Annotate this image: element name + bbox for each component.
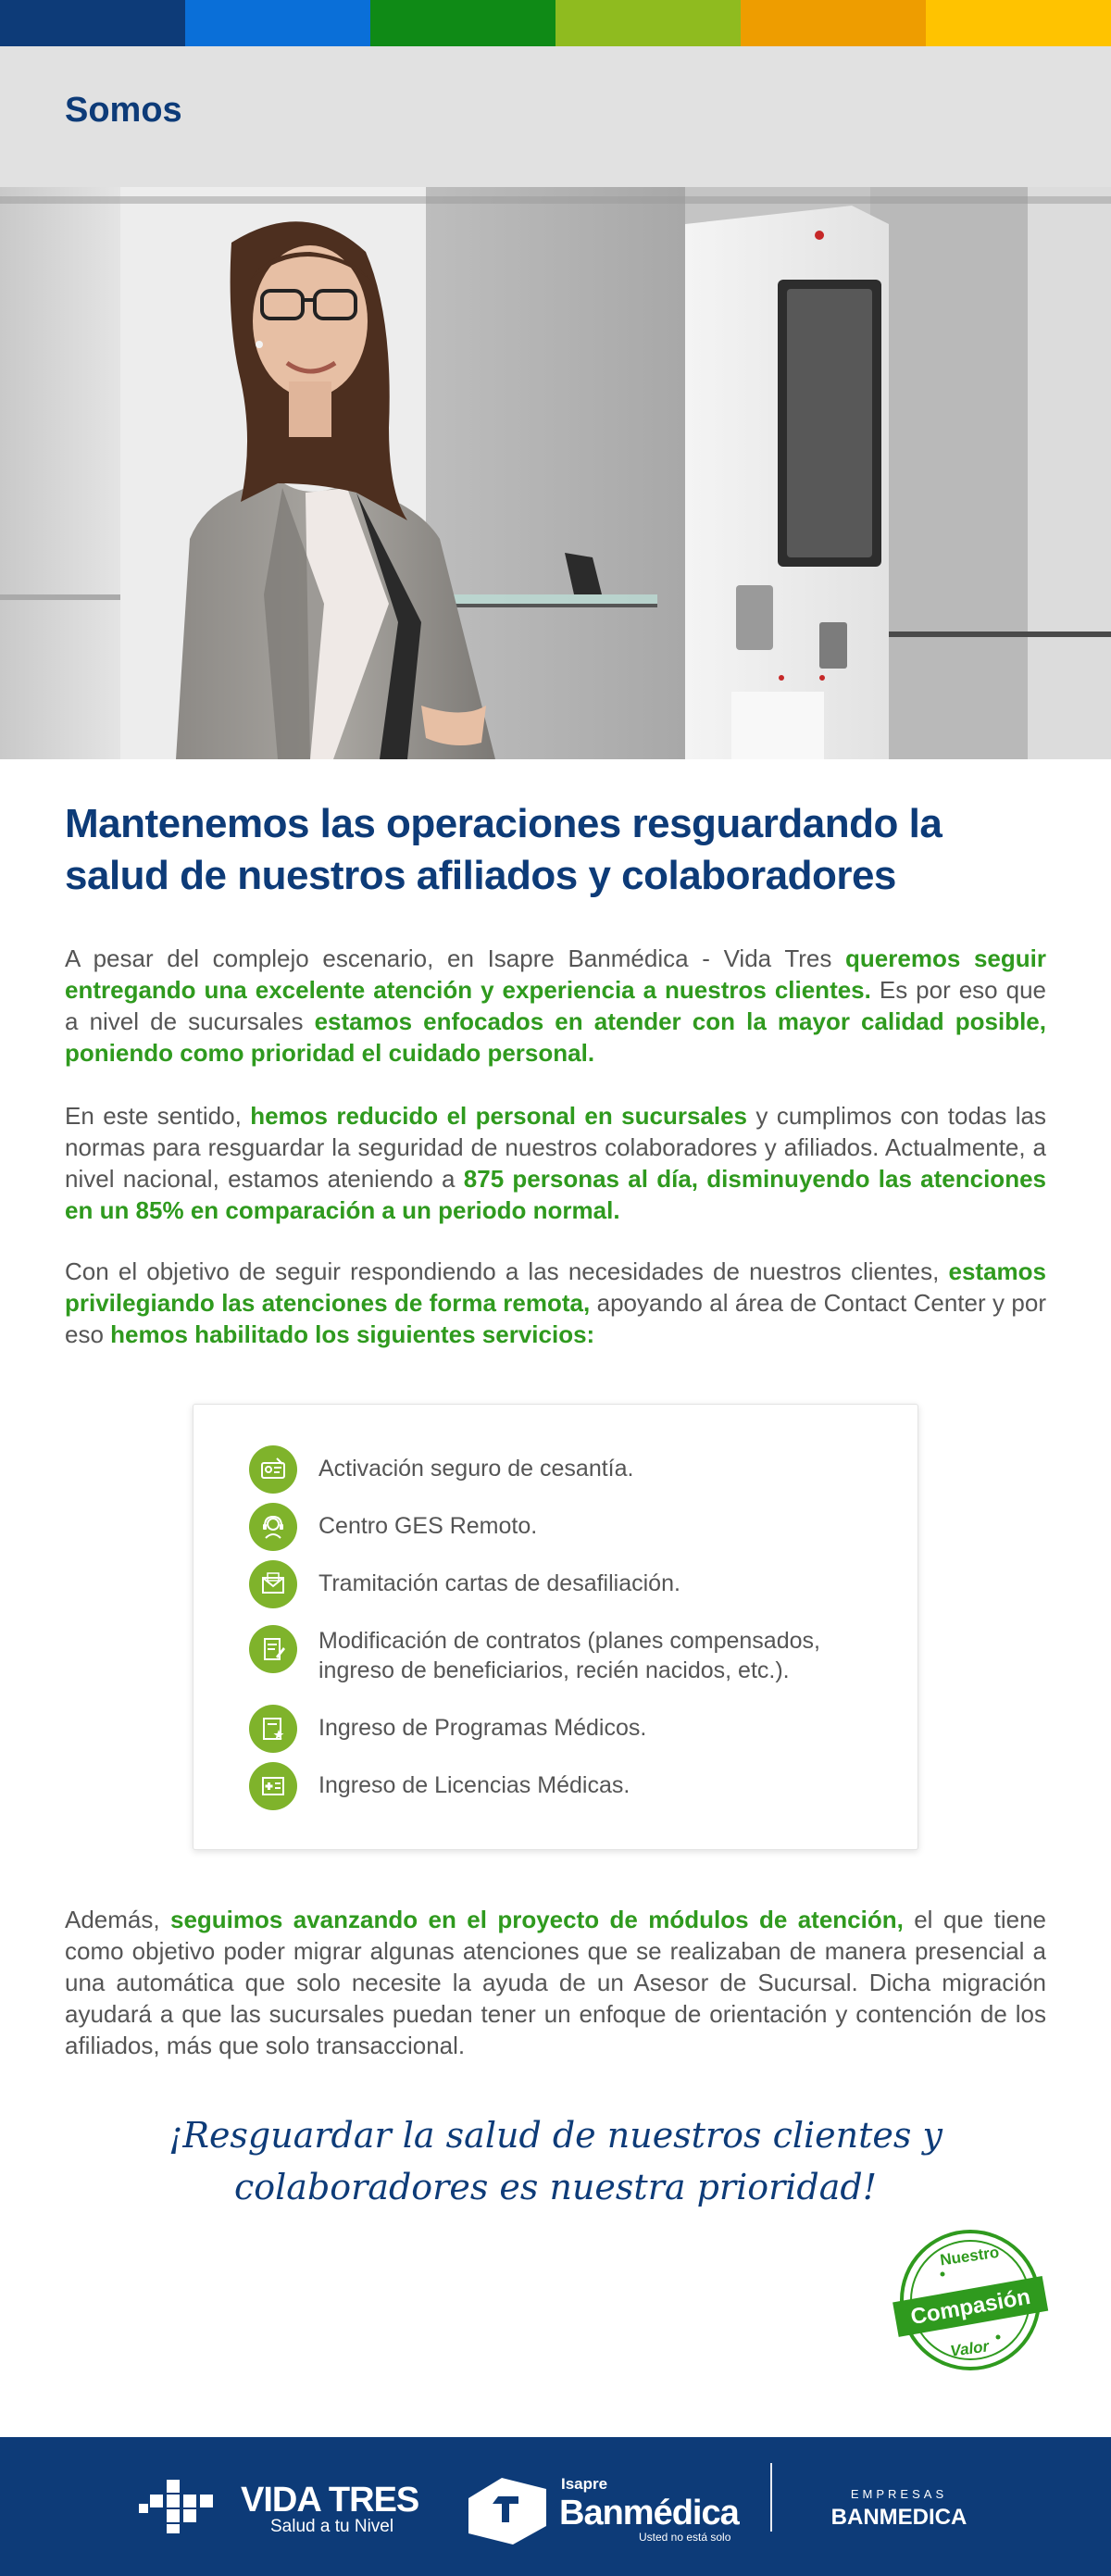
service-item: [249, 1705, 874, 1753]
paragraph-segment: Además,: [65, 1906, 170, 1933]
priority-slogan: [139, 2109, 972, 2213]
paragraph-staff: [65, 1100, 1046, 1226]
section-title: Somos: [65, 91, 182, 130]
paragraph-highlight: hemos habilitado los siguientes servicios:: [110, 1320, 595, 1348]
stripe-segment: [185, 0, 370, 46]
empresas-name: BANMEDICA: [830, 2505, 967, 2530]
badge-top-text: Nuestro: [939, 2243, 1001, 2270]
empresas-banmedica-logo: [811, 2483, 987, 2535]
service-label: Ingreso de Programas Médicos.: [318, 1715, 647, 1741]
paragraph-remote: [65, 1256, 1046, 1350]
paragraph-highlight: 875 personas al día, disminuyendo las atenciones en un 85% en comparación a un periodo normal.: [65, 1165, 1046, 1224]
contract-pen-icon: [249, 1625, 297, 1673]
stripe-segment: [926, 0, 1111, 46]
id-card-icon: [249, 1445, 297, 1494]
footer-brands: [0, 2437, 1111, 2576]
service-item: [249, 1503, 874, 1551]
service-label: Tramitación cartas de desafiliación.: [318, 1570, 680, 1596]
badge-center-text: Compasión: [908, 2283, 1032, 2331]
medical-star-document-icon: [249, 1705, 297, 1753]
paragraph-segment: A pesar del complejo escenario, en Isapre Banmédica - Vida Tres: [65, 944, 846, 972]
badge-bottom-text: Valor: [949, 2337, 991, 2360]
footer-divider: [770, 2463, 772, 2532]
service-item: [249, 1762, 874, 1810]
paragraph-segment: apoyando al área de Contact Center y por eso: [65, 1289, 1046, 1348]
empresas-top: EMPRESAS: [850, 2487, 948, 2501]
banmedica-tagline: Usted no está solo: [639, 2531, 731, 2544]
slogan-line: ¡Resguardar la salud de nuestros clientes y: [169, 2115, 942, 2156]
service-label: Ingreso de Licencias Médicas.: [318, 1772, 630, 1798]
vidatres-name: VIDA TRES: [241, 2481, 419, 2520]
hero-photo: [0, 187, 1111, 759]
service-item: [249, 1445, 874, 1494]
banmedica-logo: [465, 2461, 743, 2545]
banmedica-prefix: Isapre: [561, 2475, 608, 2493]
vidatres-tagline: Salud a tu Nivel: [270, 2517, 394, 2536]
service-label: Activación seguro de cesantía.: [318, 1456, 634, 1482]
services-card: [193, 1404, 918, 1850]
stripe-segment: [556, 0, 741, 46]
paragraph-intro: [65, 943, 1046, 1069]
brand-color-stripe: [0, 0, 1111, 46]
paragraph-highlight: estamos enfocados en atender con la mayor calidad posible, poniendo como prioridad el cuidado personal.: [65, 1007, 1046, 1067]
section-header: [0, 46, 1111, 187]
stripe-segment: [0, 0, 185, 46]
paragraph-modules: [65, 1904, 1046, 2061]
service-item: [249, 1618, 874, 1685]
paragraph-highlight: estamos privilegiando las atenciones de forma remota,: [65, 1257, 1046, 1317]
value-badge: [889, 2226, 1052, 2374]
stripe-segment: [741, 0, 926, 46]
headset-agent-icon: [249, 1503, 297, 1551]
paragraph-segment: y cumplimos con todas las normas para resguardar la seguridad de nuestros colaboradores y afiliados. Actualmente, a nivel nacional, estamos ateniendo a: [65, 1102, 1047, 1193]
article-headline: Mantenemos las operaciones resguardando la salud de nuestros afiliados y colaboradores: [65, 801, 942, 898]
branch-employee-photo-icon: [0, 187, 1111, 759]
medical-license-icon: [249, 1762, 297, 1810]
stripe-segment: [370, 0, 556, 46]
paragraph-highlight: hemos reducido el personal en sucursales: [250, 1102, 748, 1130]
service-label: Modificación de contratos (planes compensados, ingreso de beneficiarios, recién nacidos, etc.).: [318, 1628, 820, 1683]
letter-envelope-icon: [249, 1560, 297, 1608]
slogan-line: colaboradores es nuestra prioridad!: [233, 2167, 878, 2207]
paragraph-segment: Es por eso que a nivel de sucursales: [65, 976, 1046, 1035]
paragraph-segment: el que tiene como objetivo poder migrar algunas atenciones que se realizaban de manera presencial a una automática que solo necesite la ayuda de un Asesor de Sucursal. Dicha migración ayudará a que las sucursales puedan tener un enfoque de orientación y contención de los afiliados, más que solo transaccional.: [65, 1906, 1046, 2059]
paragraph-segment: En este sentido,: [65, 1102, 251, 1130]
banmedica-name: Banmédica: [559, 2494, 739, 2532]
paragraph-segment: Con el objetivo de seguir respondiendo a las necesidades de nuestros clientes,: [65, 1257, 949, 1285]
paragraph-highlight: seguimos avanzando en el proyecto de módulos de atención,: [170, 1906, 904, 1933]
service-item: [249, 1560, 874, 1608]
service-label: Centro GES Remoto.: [318, 1513, 538, 1539]
vidatres-logo: [139, 2476, 444, 2537]
paragraph-highlight: queremos seguir entregando una excelente atención y experiencia a nuestros clientes.: [65, 944, 1046, 1004]
